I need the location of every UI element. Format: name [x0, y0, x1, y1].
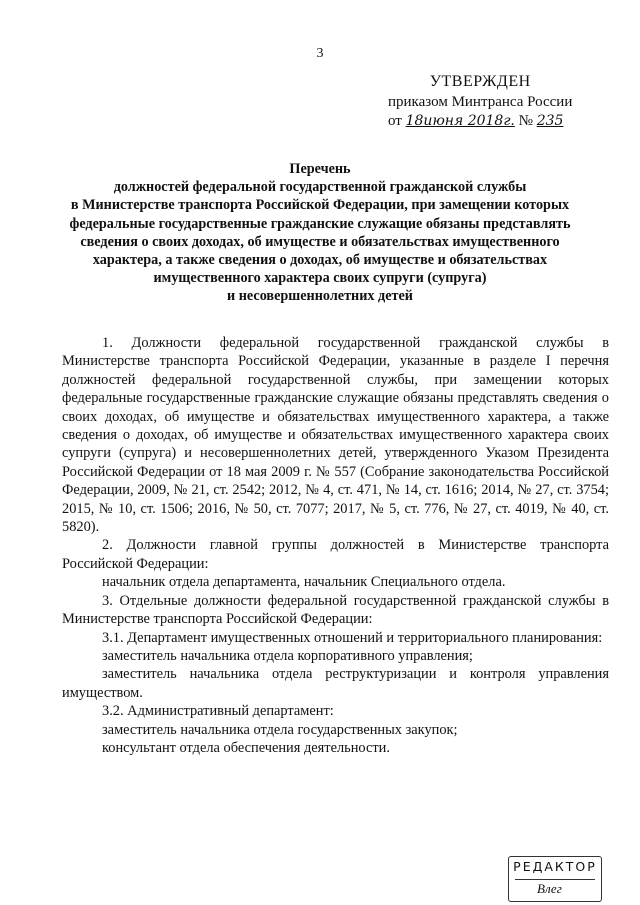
- stamp-title: РЕДАКТОР: [513, 859, 597, 874]
- number-label: №: [518, 113, 533, 129]
- paragraph-2: 2. Должности главной группы должностей в Министерстве транспорта Российской Федерации:: [62, 537, 609, 572]
- heading-line-8: и несовершеннолетних детей: [227, 288, 413, 305]
- paragraph-3-1-item-1: заместитель начальника отдела корпоративного управления;: [102, 647, 473, 664]
- heading-line-5: сведения о своих доходах, об имуществе и обязательствах имущественного: [80, 233, 560, 250]
- page-number: 3: [316, 46, 324, 61]
- heading-line-7: имущественного характера своих супруги (супруга): [153, 270, 487, 287]
- editor-stamp: [508, 856, 602, 902]
- paragraph-3: 3. Отдельные должности федеральной государственной гражданской службы в Министерстве транспорта Российской Федерации:: [62, 592, 609, 628]
- document-heading: [60, 160, 580, 306]
- approval-block: [388, 72, 572, 131]
- paragraph-3-1-item-2: заместитель начальника отдела реструктуризации и контроля управления имуществом.: [62, 666, 609, 701]
- handwritten-date: 18июня 2018г.: [405, 113, 515, 129]
- heading-line-6: характера, а также сведения о доходах, об имуществе и обязательствах: [92, 252, 548, 269]
- heading-line-3: в Министерстве транспорта Российской Федерации, при замещении которых: [70, 197, 570, 214]
- stamp-signature: Влег: [537, 881, 562, 896]
- handwritten-number: 235: [536, 113, 564, 129]
- stamp-divider: [515, 879, 595, 880]
- approval-title: УТВЕРЖДЕН: [429, 73, 531, 90]
- document-body: [62, 334, 609, 757]
- paragraph-3-2: 3.2. Административный департамент:: [102, 703, 334, 720]
- heading-line-2: должностей федеральной государственной гражданской службы: [113, 179, 527, 196]
- heading-line-4: федеральные государственные гражданские служащие обязаны представлять: [69, 215, 571, 232]
- paragraph-2-item: начальник отдела департамента, начальник Специального отдела.: [102, 574, 506, 591]
- paragraph-3-2-item-1: заместитель начальника отдела государственных закупок;: [102, 721, 458, 738]
- paragraph-1: 1. Должности федеральной государственной гражданской службы в Министерстве транспорта Российской Федерации, указанные в разделе I перечня должностей федеральной государственной службы, при замещении которых федеральные государственные гражданские служащие обязаны представлять сведения о своих доходах, об имуществе и обязательствах имущественного характера, а также сведения о доходах, об имуществе и обязательствах имущественного характера своих супруги (супруга) и несовершеннолетних детей, утвержденного Указом Президента Российской Федерации от 18 мая 2009 г. № 557 (Собрание законодательства Российской Федерации, 2009, № 21, ст. 2542; 2012, № 4, ст. 471, № 14, ст. 1616; 2014, № 27, ст. 3754; 2015, № 10, ст. 1506; 2016, № 50, ст. 7077; 2017, № 5, ст. 776, № 27, ст. 4019, № 40, ст. 5820).: [62, 335, 609, 536]
- from-label: от: [388, 113, 402, 129]
- approval-date-line: [388, 112, 572, 131]
- approval-order: приказом Минтранса России: [388, 94, 573, 110]
- paragraph-3-2-item-2: консультант отдела обеспечения деятельности.: [102, 739, 390, 756]
- heading-line-1: Перечень: [289, 161, 351, 177]
- paragraph-3-1: 3.1. Департамент имущественных отношений и территориального планирования:: [102, 629, 603, 646]
